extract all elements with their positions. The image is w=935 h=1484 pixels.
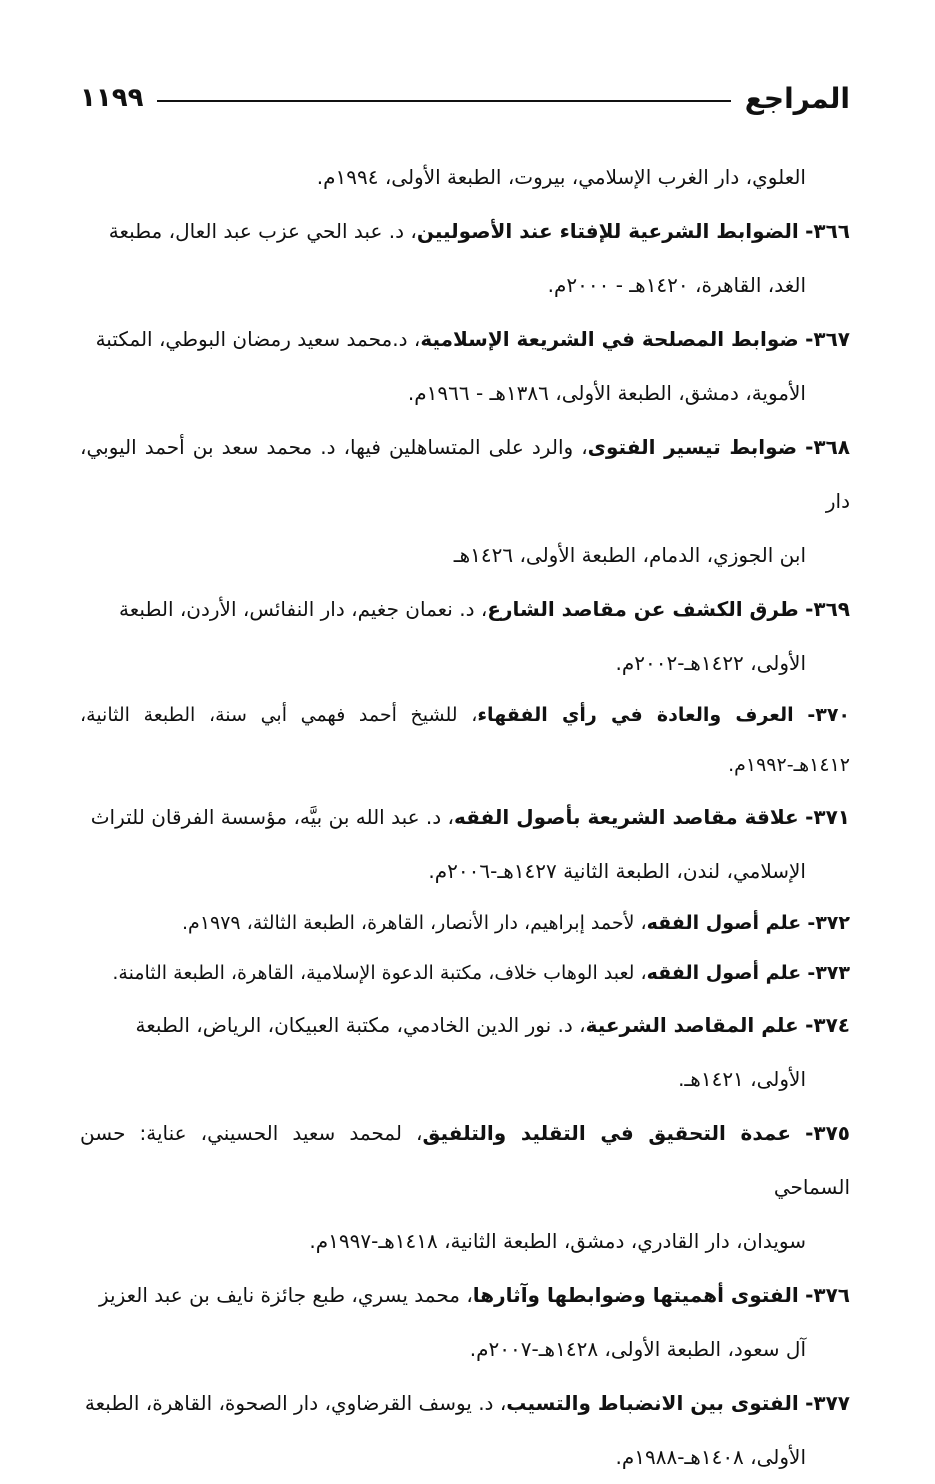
reference-entry xyxy=(80,312,850,420)
reference-entry xyxy=(80,898,850,948)
reference-entry xyxy=(80,1268,850,1376)
reference-entry xyxy=(80,204,850,312)
entry-title: طرق الكشف عن مقاصد الشارع xyxy=(487,597,799,621)
continuation-text: العلوي، دار الغرب الإسلامي، بيروت، الطبعة الأولى، ١٩٩٤م. xyxy=(316,165,806,189)
reference-entry xyxy=(80,998,850,1106)
entry-title: ضوابط المصلحة في الشريعة الإسلامية xyxy=(420,327,799,351)
reference-entry xyxy=(80,948,850,998)
entry-continuation: آل سعود، الطبعة الأولى، ١٤٢٨هـ-٢٠٠٧م. xyxy=(469,1337,806,1361)
entry-title: علم المقاصد الشرعية xyxy=(585,1013,799,1037)
references-list xyxy=(80,150,850,1484)
entry-continuation: الأموية، دمشق، الطبعة الأولى، ١٣٨٦هـ - ١٩٦٦م. xyxy=(407,381,806,405)
entry-title: علم أصول الفقه xyxy=(646,962,802,984)
entry-number: ٣٧٢- xyxy=(807,912,850,934)
entry-number: ٣٧٥- xyxy=(805,1121,850,1145)
entry-continuation: الأولى، ١٤٠٨هـ-١٩٨٨م. xyxy=(615,1445,806,1469)
entry-title: الضوابط الشرعية للإفتاء عند الأصوليين xyxy=(416,219,799,243)
running-title: المراجع xyxy=(744,81,850,115)
entry-title: الفتوى بين الانضباط والتسيب xyxy=(506,1391,799,1415)
entry-title: علم أصول الفقه xyxy=(646,912,802,934)
entry-details: ، د. نور الدين الخادمي، مكتبة العبيكان، الرياض، الطبعة xyxy=(135,1013,586,1037)
entry-continuation: الغد، القاهرة، ١٤٢٠هـ - ٢٠٠٠م. xyxy=(547,273,806,297)
entry-number: ٣٧٤- xyxy=(805,1013,850,1037)
entry-title: علاقة مقاصد الشريعة بأصول الفقه xyxy=(454,805,799,829)
entry-continuation: ابن الجوزي، الدمام، الطبعة الأولى، ١٤٢٦هـ xyxy=(453,543,806,567)
reference-entry xyxy=(80,690,850,790)
header-rule xyxy=(157,100,730,102)
entry-details: ، لعبد الوهاب خلاف، مكتبة الدعوة الإسلامية، القاهرة، الطبعة الثامنة. xyxy=(112,962,647,984)
reference-entry xyxy=(80,582,850,690)
page-number: ١١٩٩ xyxy=(80,83,144,113)
entry-number: ٣٦٨- xyxy=(805,435,851,459)
entry-details: ، د. يوسف القرضاوي، دار الصحوة، القاهرة، الطبعة xyxy=(84,1391,507,1415)
entry-details: ، لمحمد سعيد الحسيني، عناية: حسن السماحي xyxy=(80,1121,850,1199)
entry-details: ، د. نعمان جغيم، دار النفائس، الأردن، الطبعة xyxy=(119,597,488,621)
entry-details: ، د. عبد الحي عزب عبد العال، مطبعة xyxy=(108,219,417,243)
reference-entry xyxy=(80,1106,850,1268)
entry-number: ٣٦٦- xyxy=(805,219,850,243)
entry-number: ٣٧٠- xyxy=(807,704,851,726)
entry-title: العرف والعادة في رأي الفقهاء xyxy=(477,704,794,726)
entry-number: ٣٧٣- xyxy=(807,962,850,984)
entry-details: ، للشيخ أحمد فهمي أبي سنة، الطبعة الثانية، ١٤١٢هـ-١٩٩٢م. xyxy=(80,704,850,776)
entry-continuation: الأولى، ١٤٢١هـ. xyxy=(678,1067,806,1091)
reference-entry xyxy=(80,1376,850,1484)
entry-number: ٣٧٧- xyxy=(805,1391,850,1415)
entry-details: ، محمد يسري، طبع جائزة نايف بن عبد العزيز xyxy=(98,1283,473,1307)
entry-number: ٣٧٦- xyxy=(805,1283,850,1307)
entry-continuation: سويدان، دار القادري، دمشق، الطبعة الثانية، ١٤١٨هـ-١٩٩٧م. xyxy=(309,1229,806,1253)
page-header xyxy=(80,78,850,118)
entry-continuation: الأولى، ١٤٢٢هـ-٢٠٠٢م. xyxy=(615,651,806,675)
entry-details: ، لأحمد إبراهيم، دار الأنصار، القاهرة، الطبعة الثالثة، ١٩٧٩م. xyxy=(182,912,647,934)
entry-details: ، والرد على المتساهلين فيها، د. محمد سعد بن أحمد اليوبي، دار xyxy=(80,435,850,513)
entry-details: ، د.محمد سعيد رمضان البوطي، المكتبة xyxy=(95,327,421,351)
entry-continuation: الإسلامي، لندن، الطبعة الثانية ١٤٢٧هـ-٢٠٠٦م. xyxy=(428,859,806,883)
reference-entry xyxy=(80,420,850,582)
entry-title: عمدة التحقيق في التقليد والتلفيق xyxy=(422,1121,791,1145)
entry-number: ٣٧١- xyxy=(805,805,850,829)
entry-number: ٣٦٩- xyxy=(805,597,850,621)
reference-entry xyxy=(80,790,850,898)
entry-number: ٣٦٧- xyxy=(805,327,850,351)
entry-title: الفتوى أهميتها وضوابطها وآثارها xyxy=(472,1283,799,1307)
continuation-line xyxy=(80,150,850,204)
entry-title: ضوابط تيسير الفتوى xyxy=(587,435,798,459)
entry-details: ، د. عبد الله بن بيَّه، مؤسسة الفرقان للتراث xyxy=(90,805,454,829)
